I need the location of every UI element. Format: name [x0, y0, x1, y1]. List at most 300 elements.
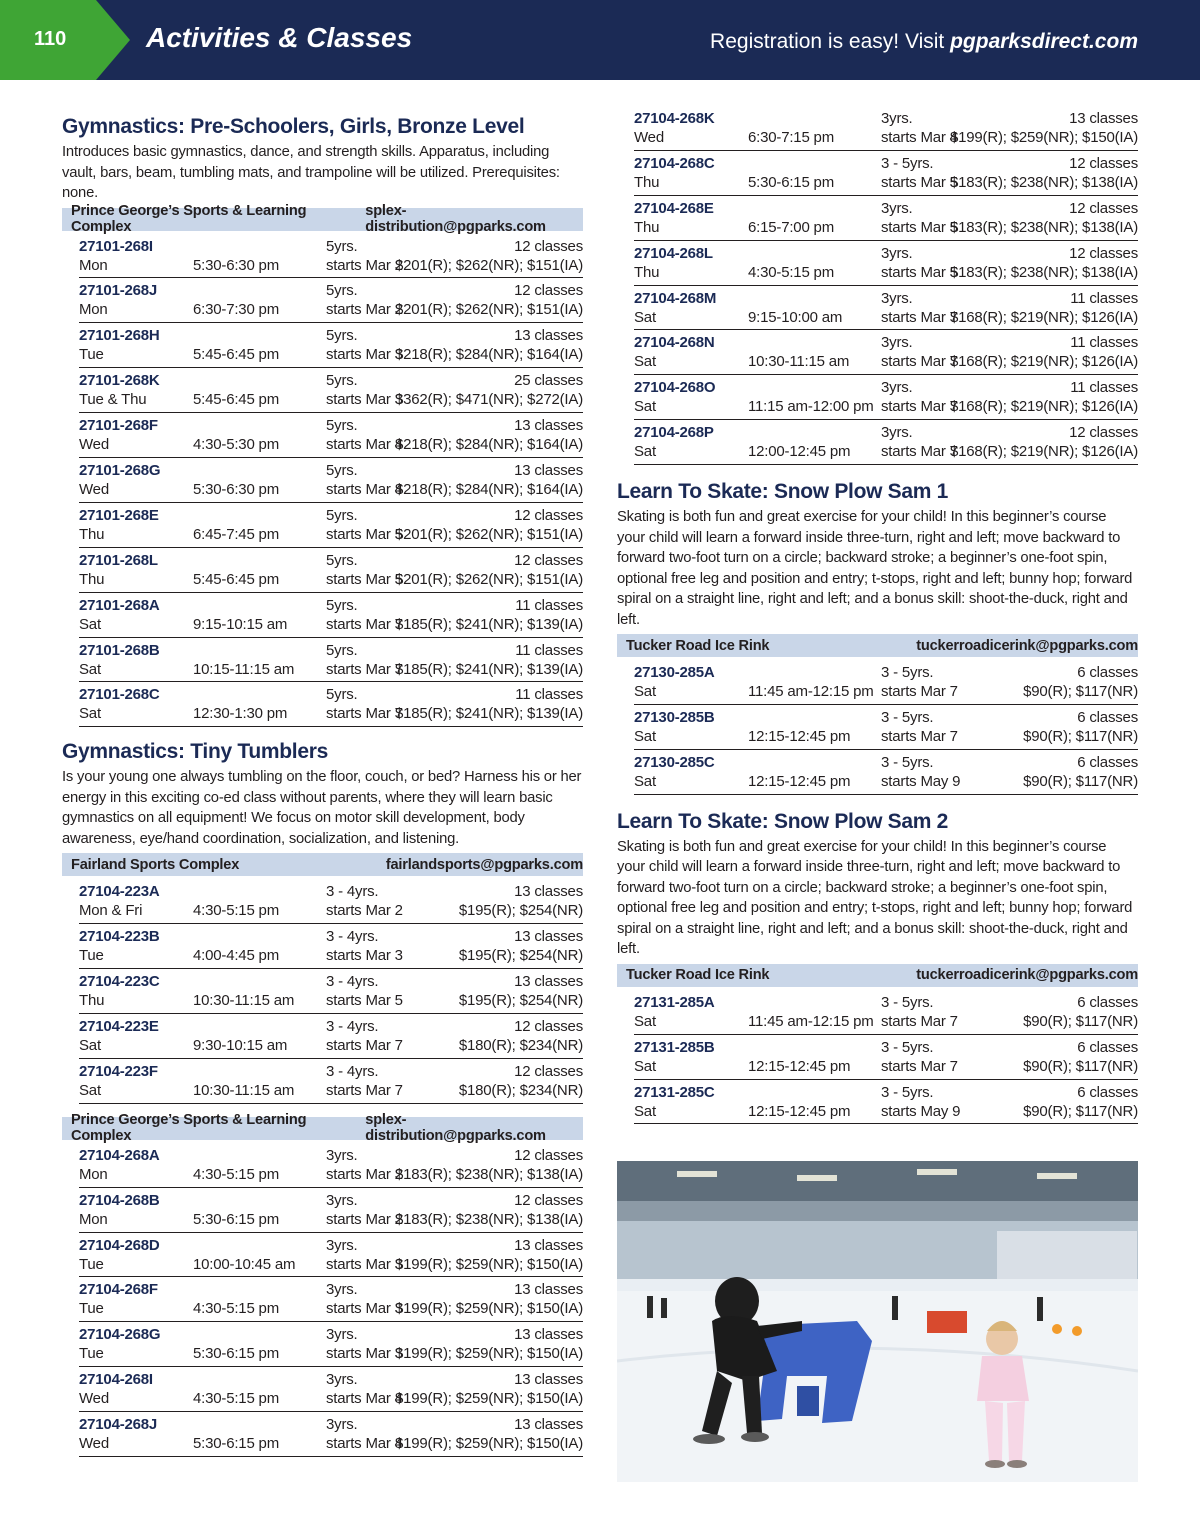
session-day: Sat — [634, 398, 656, 416]
session-day: Tue — [79, 1300, 104, 1318]
session-time: 9:15-10:15 am — [193, 615, 288, 633]
page-tab-arrow — [96, 0, 130, 80]
session-day: Tue & Thu — [79, 391, 147, 409]
left-column — [62, 106, 583, 1457]
age-range: 5yrs. — [326, 461, 358, 479]
start-date: starts Mar 3 — [326, 1255, 403, 1273]
session-row[interactable] — [634, 106, 1138, 151]
session-time: 5:45-6:45 pm — [193, 391, 279, 409]
start-date: starts Mar 7 — [881, 308, 958, 326]
session-fee: $218(R); $284(NR); $164(IA) — [394, 346, 583, 364]
course-code: 27104-268B — [79, 1191, 160, 1209]
start-date: starts Mar 7 — [881, 728, 958, 746]
session-row[interactable] — [79, 234, 583, 279]
session-row[interactable] — [634, 1035, 1138, 1080]
session-day: Wed — [79, 480, 109, 498]
course-code: 27104-268K — [634, 110, 715, 127]
age-range: 3yrs. — [326, 1236, 358, 1254]
session-fee: $168(R); $219(NR); $126(IA) — [949, 398, 1138, 416]
session-fee: $199(R); $259(NR); $150(IA) — [394, 1345, 583, 1363]
session-row[interactable] — [634, 705, 1138, 750]
session-fee: $183(R); $238(NR); $138(IA) — [949, 173, 1138, 191]
age-range: 5yrs. — [326, 417, 358, 435]
session-day: Mon — [79, 1165, 108, 1183]
class-count: 13 classes — [514, 461, 583, 479]
age-range: 3 - 5yrs. — [881, 154, 934, 172]
class-count: 13 classes — [514, 1236, 583, 1254]
location-email[interactable]: fairlandsports@pgparks.com — [385, 856, 583, 873]
session-fee: $183(R); $238(NR); $138(IA) — [949, 263, 1138, 281]
age-range: 5yrs. — [326, 686, 358, 704]
session-fee: $195(R); $254(NR) — [458, 902, 583, 920]
start-date: starts Mar 2 — [326, 1165, 403, 1183]
start-date: starts Mar 7 — [326, 660, 403, 678]
session-fee: $90(R); $117(NR) — [1023, 728, 1138, 746]
session-day: Thu — [634, 263, 660, 281]
session-day: Sat — [79, 615, 101, 633]
start-date: starts Mar 7 — [881, 1057, 958, 1075]
location-bar — [617, 964, 1138, 987]
session-row[interactable] — [634, 196, 1138, 241]
session-time: 5:30-6:30 pm — [193, 256, 279, 274]
location-name: Prince George’s Sports & Learning Complex — [71, 203, 307, 235]
session-day: Sat — [634, 1057, 656, 1075]
session-fee: $90(R); $117(NR) — [1023, 1057, 1138, 1075]
session-time: 4:30-5:30 pm — [193, 436, 279, 454]
age-range: 3yrs. — [881, 334, 913, 352]
session-day: Wed — [79, 436, 109, 454]
session-day: Sat — [79, 1036, 101, 1054]
session-time: 6:15-7:00 pm — [748, 218, 834, 236]
class-count: 13 classes — [514, 417, 583, 435]
age-range: 3yrs. — [326, 1326, 358, 1344]
class-count: 12 classes — [1069, 244, 1138, 262]
class-count: 13 classes — [514, 883, 583, 901]
age-range: 3yrs. — [326, 1281, 358, 1299]
session-row[interactable] — [634, 420, 1138, 465]
start-date: starts Mar 7 — [326, 1036, 403, 1054]
session-fee: $183(R); $238(NR); $138(IA) — [394, 1210, 583, 1228]
session-row[interactable] — [79, 1143, 583, 1188]
start-date: starts Mar 7 — [326, 615, 403, 633]
session-row[interactable] — [79, 1014, 583, 1059]
class-count: 12 classes — [1069, 424, 1138, 442]
session-time: 11:45 am-12:15 pm — [748, 683, 874, 701]
session-row[interactable] — [79, 924, 583, 969]
course-code: 27104-268P — [634, 424, 714, 442]
session-fee: $201(R); $262(NR); $151(IA) — [394, 570, 583, 588]
session-fee: $218(R); $284(NR); $164(IA) — [394, 436, 583, 454]
session-day: Mon — [79, 301, 108, 319]
course-code: 27104-268D — [79, 1236, 160, 1254]
location-email[interactable]: tuckerroadicerink@pgparks.com — [916, 967, 1138, 984]
session-day: Sat — [634, 772, 656, 790]
session-day: Thu — [79, 570, 105, 588]
course-code: 27104-268J — [79, 1416, 158, 1434]
start-date: starts Mar 2 — [326, 301, 403, 319]
session-list — [617, 990, 1138, 1125]
age-range: 5yrs. — [326, 506, 358, 524]
course-code: 27101-268H — [79, 327, 160, 345]
session-time: 12:15-12:45 pm — [748, 1057, 851, 1075]
age-range: 3yrs. — [326, 1371, 358, 1389]
session-row[interactable] — [634, 286, 1138, 331]
section-title: Activities & Classes — [146, 22, 413, 53]
start-date: starts Mar 4 — [326, 436, 403, 454]
session-time: 10:15-11:15 am — [193, 660, 295, 678]
age-range: 5yrs. — [326, 551, 358, 569]
session-fee: $199(R); $259(NR); $150(IA) — [394, 1435, 583, 1453]
session-fee: $168(R); $219(NR); $126(IA) — [949, 308, 1138, 326]
session-fee: $180(R); $234(NR) — [458, 1081, 583, 1099]
session-row[interactable] — [79, 1412, 583, 1457]
course-code: 27130-285B — [634, 709, 715, 727]
session-day: Tue — [79, 947, 104, 965]
session-time: 9:15-10:00 am — [748, 308, 843, 326]
session-row[interactable] — [634, 990, 1138, 1035]
class-count: 25 classes — [514, 372, 583, 390]
session-time: 12:15-12:45 pm — [748, 772, 851, 790]
course-description: Introduces basic gymnastics, dance, and strength skills. Apparatus, including vault, bars, beam, tumbling mats, and trampoline will be utilized. Prerequisites: none. — [62, 144, 560, 201]
session-time: 5:30-6:30 pm — [193, 480, 279, 498]
session-day: Tue — [79, 346, 104, 364]
age-range: 3 - 5yrs. — [881, 709, 934, 727]
registration-link[interactable]: pgparksdirect.com — [950, 30, 1138, 53]
session-row[interactable] — [79, 969, 583, 1014]
session-day: Tue — [79, 1255, 104, 1273]
session-time: 4:30-5:15 pm — [193, 1300, 279, 1318]
session-row[interactable] — [634, 330, 1138, 375]
session-time: 5:30-6:15 pm — [193, 1435, 279, 1453]
session-row[interactable] — [79, 323, 583, 368]
session-row[interactable] — [79, 1059, 583, 1104]
age-range: 3 - 5yrs. — [881, 993, 934, 1011]
start-date: starts Mar 4 — [881, 129, 958, 146]
right-column — [617, 106, 1138, 1124]
course-code: 27104-268M — [634, 289, 717, 307]
ice-rink-illustration — [617, 1161, 1138, 1482]
class-count: 13 classes — [1069, 110, 1138, 127]
session-time: 9:30-10:15 am — [193, 1036, 288, 1054]
session-time: 4:30-5:15 pm — [193, 902, 279, 920]
start-date: starts Mar 5 — [326, 525, 403, 543]
session-row[interactable] — [79, 638, 583, 683]
course-code: 27104-223E — [79, 1017, 159, 1035]
session-day: Sat — [634, 683, 656, 701]
course-code: 27101-268G — [79, 461, 161, 479]
session-list — [617, 660, 1138, 795]
course-code: 27104-223A — [79, 883, 160, 901]
location-email[interactable]: splex-distribution@pgparks.com — [365, 1112, 546, 1145]
session-fee: $90(R); $117(NR) — [1023, 683, 1138, 701]
session-day: Thu — [634, 218, 660, 236]
registration-note — [710, 30, 1138, 54]
session-list — [62, 1143, 583, 1457]
class-count: 12 classes — [514, 1146, 583, 1164]
start-date: starts Mar 4 — [326, 1390, 403, 1408]
session-fee: $199(R); $259(NR); $150(IA) — [394, 1390, 583, 1408]
session-row[interactable] — [634, 241, 1138, 286]
start-date: starts Mar 7 — [326, 705, 403, 723]
session-fee: $168(R); $219(NR); $126(IA) — [949, 443, 1138, 461]
class-count: 6 classes — [1077, 753, 1138, 771]
course-code: 27101-268K — [79, 372, 160, 390]
session-time: 5:45-6:45 pm — [193, 346, 279, 364]
session-fee: $185(R); $241(NR); $139(IA) — [394, 705, 583, 723]
session-fee: $199(R); $259(NR); $150(IA) — [949, 129, 1138, 146]
class-count: 11 classes — [1070, 379, 1138, 397]
session-fee: $183(R); $238(NR); $138(IA) — [949, 218, 1138, 236]
start-date: starts Mar 3 — [326, 346, 403, 364]
start-date: starts Mar 7 — [881, 443, 958, 461]
session-time: 10:00-10:45 am — [193, 1255, 296, 1273]
start-date: starts Mar 7 — [881, 398, 958, 416]
age-range: 3yrs. — [881, 289, 913, 307]
session-time: 4:30-5:15 pm — [193, 1390, 279, 1408]
course-code: 27101-268E — [79, 506, 159, 524]
session-time: 10:30-11:15 am — [748, 353, 850, 371]
course-title: Learn To Skate: Snow Plow Sam 1 — [617, 480, 949, 504]
start-date: starts Mar 5 — [881, 263, 958, 281]
course-code: 27130-285A — [634, 664, 715, 682]
age-range: 3yrs. — [326, 1191, 358, 1209]
session-row[interactable] — [79, 1188, 583, 1233]
session-fee: $201(R); $262(NR); $151(IA) — [394, 525, 583, 543]
session-day: Mon — [79, 1210, 108, 1228]
age-range: 3yrs. — [881, 379, 913, 397]
registration-prefix: Registration is easy! Visit — [710, 30, 951, 53]
session-fee: $90(R); $117(NR) — [1023, 1012, 1138, 1030]
course-code: 27101-268A — [79, 596, 160, 614]
course-code: 27104-268E — [634, 199, 714, 217]
session-row[interactable] — [79, 1233, 583, 1278]
start-date: starts Mar 2 — [326, 256, 403, 274]
session-fee: $168(R); $219(NR); $126(IA) — [949, 353, 1138, 371]
course-title: Gymnastics: Tiny Tumblers — [62, 740, 328, 764]
session-fee: $90(R); $117(NR) — [1023, 772, 1138, 790]
start-date: starts Mar 5 — [881, 173, 958, 191]
session-list — [62, 234, 583, 728]
session-day: Sat — [634, 443, 656, 461]
session-day: Thu — [634, 173, 660, 191]
location-name: Tucker Road Ice Rink — [626, 967, 770, 984]
course-code: 27130-285C — [634, 753, 715, 771]
session-time: 12:00-12:45 pm — [748, 443, 851, 461]
session-row[interactable] — [79, 503, 583, 548]
course-code: 27104-268N — [634, 334, 715, 352]
session-row[interactable] — [79, 278, 583, 323]
course-code: 27104-223C — [79, 973, 160, 991]
location-name: Fairland Sports Complex — [71, 856, 240, 873]
course-code: 27101-268B — [79, 641, 160, 659]
start-date: starts Mar 5 — [326, 570, 403, 588]
session-fee: $183(R); $238(NR); $138(IA) — [394, 1165, 583, 1183]
session-row[interactable] — [79, 1277, 583, 1322]
age-range: 3 - 4yrs. — [326, 1062, 379, 1080]
ice-rink-photo — [617, 1161, 1138, 1482]
session-day: Tue — [79, 1345, 104, 1363]
class-count: 12 classes — [514, 506, 583, 524]
session-time: 4:00-4:45 pm — [193, 947, 279, 965]
start-date: starts Mar 5 — [326, 992, 403, 1010]
age-range: 3 - 5yrs. — [881, 1083, 934, 1101]
session-time: 12:15-12:45 pm — [748, 728, 851, 746]
start-date: starts Mar 3 — [326, 391, 403, 409]
class-count: 13 classes — [514, 928, 583, 946]
session-row[interactable] — [79, 879, 583, 924]
course-description: Skating is both fun and great exercise for your child! In this beginner’s course your child will learn a forward inside three-turn, right and left; move backward to forward two-foot turn on a circle; backward stroke; a beginner’s one-foot spin, optional free leg and position and entry; t-stops, right and left; bunny hop; forward spiral on a straight line, right and left; and a bonus skill: shoot-the-duck, right and left. — [617, 509, 1133, 628]
class-count: 13 classes — [514, 1326, 583, 1344]
class-count: 12 classes — [514, 1191, 583, 1209]
course-code: 27101-268I — [79, 237, 153, 255]
course-title: Learn To Skate: Snow Plow Sam 2 — [617, 809, 949, 833]
class-count: 13 classes — [514, 1371, 583, 1389]
age-range: 3yrs. — [881, 244, 913, 262]
class-count: 6 classes — [1077, 664, 1138, 682]
age-range: 3 - 5yrs. — [881, 753, 934, 771]
class-count: 6 classes — [1077, 709, 1138, 727]
location-bar — [62, 853, 583, 876]
start-date: starts May 9 — [881, 772, 961, 790]
session-time: 5:30-6:15 pm — [193, 1210, 279, 1228]
age-range: 3 - 4yrs. — [326, 928, 379, 946]
class-count: 11 classes — [1070, 289, 1138, 307]
session-row[interactable] — [79, 593, 583, 638]
age-range: 3 - 5yrs. — [881, 1038, 934, 1056]
class-count: 6 classes — [1077, 993, 1138, 1011]
course-description: Skating is both fun and great exercise for your child! In this beginner’s course your child will learn a forward inside three-turn, right and left; move backward to forward two-foot turn on a circle; backward stroke; a beginner’s one-foot spin, optional free leg and position and entry; t-stops, right and left; bunny hop; forward spiral on a straight line, right and left; and a bonus skill: shoot-the-duck, right and left. — [617, 838, 1133, 958]
start-date: starts Mar 5 — [881, 218, 958, 236]
session-day: Sat — [79, 660, 101, 678]
location-name: Prince George’s Sports & Learning Complex — [71, 1112, 307, 1145]
session-fee: $185(R); $241(NR); $139(IA) — [394, 660, 583, 678]
course-code: 27104-268I — [79, 1371, 153, 1389]
age-range: 3yrs. — [881, 110, 913, 127]
session-list-continued — [617, 106, 1138, 465]
age-range: 3yrs. — [326, 1146, 358, 1164]
session-time: 10:30-11:15 am — [193, 1081, 295, 1099]
session-time: 5:30-6:15 pm — [193, 1345, 279, 1363]
class-count: 13 classes — [514, 1416, 583, 1434]
age-range: 3yrs. — [881, 199, 913, 217]
session-time: 4:30-5:15 pm — [748, 263, 834, 281]
session-fee: $195(R); $254(NR) — [458, 947, 583, 965]
course-title: Gymnastics: Pre-Schoolers, Girls, Bronze Level — [62, 115, 525, 138]
age-range: 3yrs. — [881, 424, 913, 442]
course-code: 27131-285A — [634, 993, 715, 1011]
class-count: 6 classes — [1077, 1083, 1138, 1101]
course-code: 27104-223B — [79, 928, 160, 946]
session-day: Wed — [634, 129, 664, 146]
start-date: starts Mar 2 — [326, 902, 403, 920]
session-row[interactable] — [634, 660, 1138, 705]
session-day: Sat — [634, 1102, 656, 1120]
start-date: starts Mar 3 — [326, 947, 403, 965]
course-code: 27131-285C — [634, 1083, 715, 1101]
session-day: Sat — [634, 308, 656, 326]
class-count: 6 classes — [1077, 1038, 1138, 1056]
session-row[interactable] — [79, 413, 583, 458]
class-count: 11 classes — [515, 686, 583, 704]
session-day: Mon — [79, 256, 108, 274]
session-fee: $362(R); $471(NR); $272(IA) — [394, 391, 583, 409]
class-count: 12 classes — [1069, 154, 1138, 172]
class-count: 12 classes — [514, 1062, 583, 1080]
session-row[interactable] — [634, 151, 1138, 196]
start-date: starts Mar 7 — [881, 1012, 958, 1030]
session-day: Sat — [634, 1012, 656, 1030]
course-code: 27104-223F — [79, 1062, 158, 1080]
session-row[interactable] — [79, 368, 583, 413]
course-code: 27104-268G — [79, 1326, 161, 1344]
session-row[interactable] — [634, 375, 1138, 420]
age-range: 3 - 5yrs. — [881, 664, 934, 682]
session-list — [62, 879, 583, 1103]
age-range: 3 - 4yrs. — [326, 973, 379, 991]
start-date: starts Mar 3 — [326, 1345, 403, 1363]
session-time: 5:45-6:45 pm — [193, 570, 279, 588]
course-code: 27101-268F — [79, 417, 158, 435]
session-day: Sat — [634, 728, 656, 746]
course-code: 27101-268L — [79, 551, 158, 569]
class-count: 13 classes — [514, 973, 583, 991]
course-code: 27101-268C — [79, 686, 160, 704]
class-count: 12 classes — [514, 282, 583, 300]
session-row[interactable] — [79, 1367, 583, 1412]
session-row[interactable] — [79, 548, 583, 593]
session-fee: $201(R); $262(NR); $151(IA) — [394, 256, 583, 274]
age-range: 5yrs. — [326, 641, 358, 659]
location-email[interactable]: splex-distribution@pgparks.com — [365, 203, 546, 235]
session-day: Sat — [79, 1081, 101, 1099]
session-day: Sat — [634, 353, 656, 371]
session-time: 6:45-7:45 pm — [193, 525, 279, 543]
session-row[interactable] — [79, 682, 583, 727]
course-description: Is your young one always tumbling on the floor, couch, or bed? Harness his or her energy in this exciting co-ed class without parents, where they will learn basic gymnastics on all equipment! We focus on motor skill development, body awareness, eye/hand coordination, socialization, and listening. — [62, 769, 582, 847]
session-row[interactable] — [79, 458, 583, 503]
session-time: 12:15-12:45 pm — [748, 1102, 851, 1120]
start-date: starts Mar 7 — [881, 683, 958, 701]
age-range: 5yrs. — [326, 282, 358, 300]
session-fee: $201(R); $262(NR); $151(IA) — [394, 301, 583, 319]
session-fee: $199(R); $259(NR); $150(IA) — [394, 1255, 583, 1273]
session-row[interactable] — [634, 1080, 1138, 1125]
session-fee: $218(R); $284(NR); $164(IA) — [394, 480, 583, 498]
session-row[interactable] — [79, 1322, 583, 1367]
class-count: 12 classes — [514, 237, 583, 255]
session-time: 4:30-5:15 pm — [193, 1165, 279, 1183]
session-time: 6:30-7:30 pm — [193, 301, 279, 319]
session-day: Wed — [79, 1435, 109, 1453]
session-fee: $90(R); $117(NR) — [1023, 1102, 1138, 1120]
class-count: 11 classes — [1070, 334, 1138, 352]
session-time: 6:30-7:15 pm — [748, 129, 834, 146]
location-email[interactable]: tuckerroadicerink@pgparks.com — [916, 637, 1138, 654]
session-row[interactable] — [634, 750, 1138, 795]
session-fee: $199(R); $259(NR); $150(IA) — [394, 1300, 583, 1318]
age-range: 5yrs. — [326, 596, 358, 614]
age-range: 3yrs. — [326, 1416, 358, 1434]
start-date: starts Mar 4 — [326, 480, 403, 498]
age-range: 5yrs. — [326, 237, 358, 255]
class-count: 11 classes — [515, 596, 583, 614]
location-bar — [617, 634, 1138, 657]
session-time: 5:30-6:15 pm — [748, 173, 834, 191]
course-code: 27131-285B — [634, 1038, 715, 1056]
session-time: 12:30-1:30 pm — [193, 705, 288, 723]
session-fee: $180(R); $234(NR) — [458, 1036, 583, 1054]
location-name: Tucker Road Ice Rink — [626, 637, 770, 654]
